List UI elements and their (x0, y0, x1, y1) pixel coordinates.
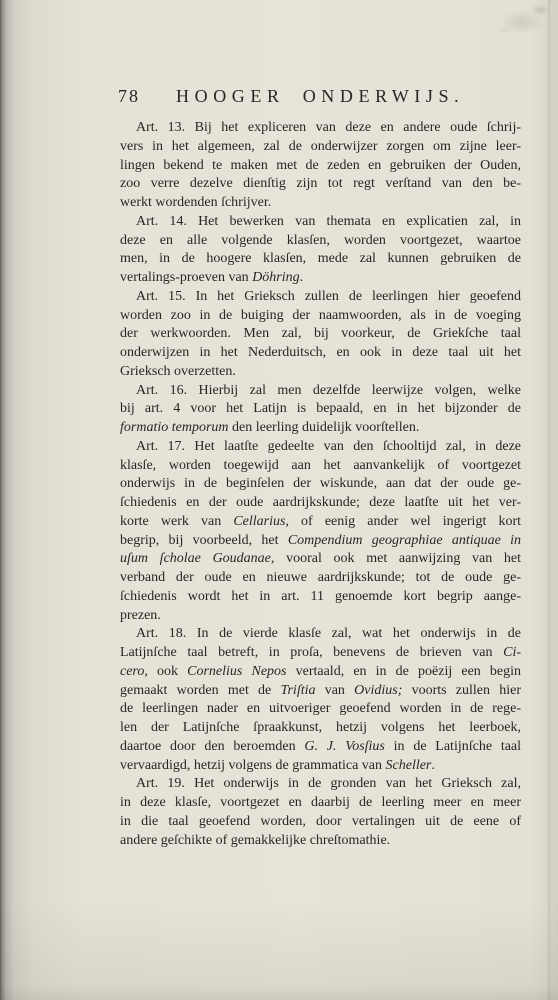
article-start-line (120, 288, 521, 307)
italic-text: Ovidius; (354, 682, 403, 698)
article-start-line (120, 382, 521, 401)
text-line (120, 325, 521, 344)
line-text: . (299, 270, 304, 285)
line-text: korte werk van (120, 513, 234, 529)
line-text: vertalings-proeven van (120, 270, 253, 285)
article-start-line (120, 213, 521, 232)
line-text: worden zoo in de buiging der naamwoorden, als in de voeging (120, 307, 521, 323)
line-text: der werkwoorden. Men zal, bij voorkeur, de Griekſche taal (120, 326, 521, 342)
text-line (120, 550, 521, 569)
line-text: onderwijzen in het Nederduitsch, en ook in deze taal uit het (120, 345, 521, 360)
italic-text: Scheller (385, 757, 432, 773)
article-start-line (120, 625, 521, 644)
line-text: Grieksch overzetten. (120, 363, 236, 379)
line-text: voorts zullen hier (402, 682, 521, 698)
italic-text: cero (120, 663, 145, 679)
line-text: in die taal geoefend worden, door vertalingen uit de eene of (120, 813, 521, 829)
text-line (120, 344, 521, 363)
line-text: Art. 16. Hierbij zal men dezelfde leerwijze volgen, welke (136, 382, 521, 398)
line-text: zoo verre dezelve dienſtig zijn tot regt verſtand van den be- (120, 176, 521, 192)
text-line (120, 794, 521, 813)
text-line (120, 194, 521, 213)
text-line (120, 307, 521, 326)
text-line (120, 738, 521, 757)
line-text: len der Latijnſche ſpraakkunst, hetzij volgens het leerboek, (120, 720, 521, 735)
line-text: lingen bekend te maken met de zeden en gebruiken der Ouden, (120, 157, 521, 173)
text-line (120, 700, 521, 719)
line-text: ſchiedenis wordt het in art. 11 genoemde kort begrip aange- (120, 588, 521, 604)
text-line (120, 757, 521, 776)
line-text: van (315, 682, 355, 698)
line-text: prezen. (120, 607, 161, 623)
italic-text: Cornelius Nepos (187, 663, 287, 679)
text-line (120, 400, 521, 419)
page-number: 78 (118, 86, 140, 106)
line-text: men, in de hoogere klasſen, mede zal kunnen gebruiken de (120, 251, 521, 267)
text-block (120, 119, 521, 850)
text-line (120, 494, 521, 513)
line-text: in de Latijnſche taal (384, 738, 522, 754)
line-text: Art. 15. In het Grieksch zullen de leerlingen hier geoefend (136, 288, 521, 304)
text-line (120, 644, 521, 663)
text-line (120, 232, 521, 251)
line-text: vervaardigd, hetzij volgens de grammatica van (120, 757, 386, 773)
line-text: . (431, 757, 435, 773)
italic-text: formatio temporum (120, 420, 229, 435)
text-line (120, 663, 521, 682)
article-start-line (120, 438, 521, 457)
text-line (120, 607, 521, 626)
line-text: Latijnſche taal betreft, in proſa, benevens de brieven van (120, 645, 504, 660)
text-line (120, 419, 521, 438)
italic-text: Cellarius (233, 513, 286, 529)
text-line (120, 682, 521, 701)
line-text: ſchiedenis en der oude aardrijkskunde; deze laatſte uit het ver- (120, 495, 521, 510)
text-line (120, 157, 521, 176)
italic-text: G. J. Vosſius (304, 738, 385, 754)
line-text: bij art. 4 voor het Latijn is bepaald, en in het bijzonder de (120, 401, 521, 417)
text-line (120, 832, 521, 851)
line-text: de leerlingen nader en uitvoeriger geoefend worden in de rege- (120, 701, 521, 717)
italic-text: uſum ſcholae Goudanae (120, 551, 271, 567)
article-start-line (120, 775, 521, 794)
text-line (120, 513, 521, 532)
line-text: in deze klasſe, voortgezet en daarbij de leerling meer en meer (120, 795, 521, 810)
italic-text: Triſtia (280, 682, 316, 698)
line-text: , ook (144, 663, 188, 679)
line-text: gemaakt worden met de (120, 682, 281, 698)
text-line (120, 363, 521, 382)
italic-text: Ci- (503, 645, 521, 660)
italic-text: Döhring (252, 270, 300, 285)
text-line (120, 250, 521, 269)
line-text: Art. 14. Het bewerken van themata en explicatien zal, in (136, 213, 521, 229)
text-line (120, 457, 521, 476)
article-start-line (120, 119, 521, 138)
line-text: , of eenig ander wel ingerigt kort (285, 513, 521, 529)
line-text: andere geſchikte of gemakkelijke chreſtomathie. (120, 832, 391, 848)
text-line (120, 813, 521, 832)
line-text: den leerling duidelijk voorſtellen. (228, 420, 420, 435)
line-text: klasſe, worden toegewijd aan het aanvankelijk of voortgezet (120, 457, 521, 473)
line-text: werkt wordenden ſchrijver. (120, 195, 272, 210)
text-line (120, 475, 521, 494)
line-text: daartoe door den beroemden (120, 738, 305, 754)
line-text: Art. 13. Bij het expliceren van deze en andere oude ſchrij- (136, 120, 521, 135)
line-text: vertaald, en in de poëzij een begin (286, 663, 522, 679)
page-header (118, 85, 478, 107)
line-text: Art. 18. In de vierde klasſe zal, wat het onderwijs in de (136, 626, 521, 642)
line-text: Art. 17. Het laatſte gedeelte van den ſchooltijd zal, in deze (136, 438, 521, 454)
text-line (120, 569, 521, 588)
line-text: vers in het algemeen, zal de onderwijzer zorgen om zijne leer- (120, 138, 521, 154)
line-text: Art. 19. Het onderwijs in de gronden van het Grieksch zal, (136, 776, 521, 792)
line-text: verband der oude en nieuwe aardrijkskunde; tot de oude ge- (120, 570, 521, 585)
running-title: HOOGER ONDERWIJS. (176, 86, 465, 106)
line-text: begrip, bij voorbeeld, het (120, 532, 288, 548)
text-line (120, 138, 521, 157)
text-line (120, 532, 521, 551)
line-text: , vooral ook met aanwijzing van het (270, 551, 522, 567)
text-line (120, 175, 521, 194)
line-text: onderwijs in de beginſelen der wiskunde, aan dat der oude ge- (120, 476, 521, 492)
italic-text: Compendium geographiae antiquae in (287, 532, 522, 548)
text-line (120, 588, 521, 607)
text-line (120, 719, 521, 738)
text-line (120, 269, 521, 288)
line-text: deze en alle volgende klasſen, worden voortgezet, waartoe (120, 232, 521, 248)
